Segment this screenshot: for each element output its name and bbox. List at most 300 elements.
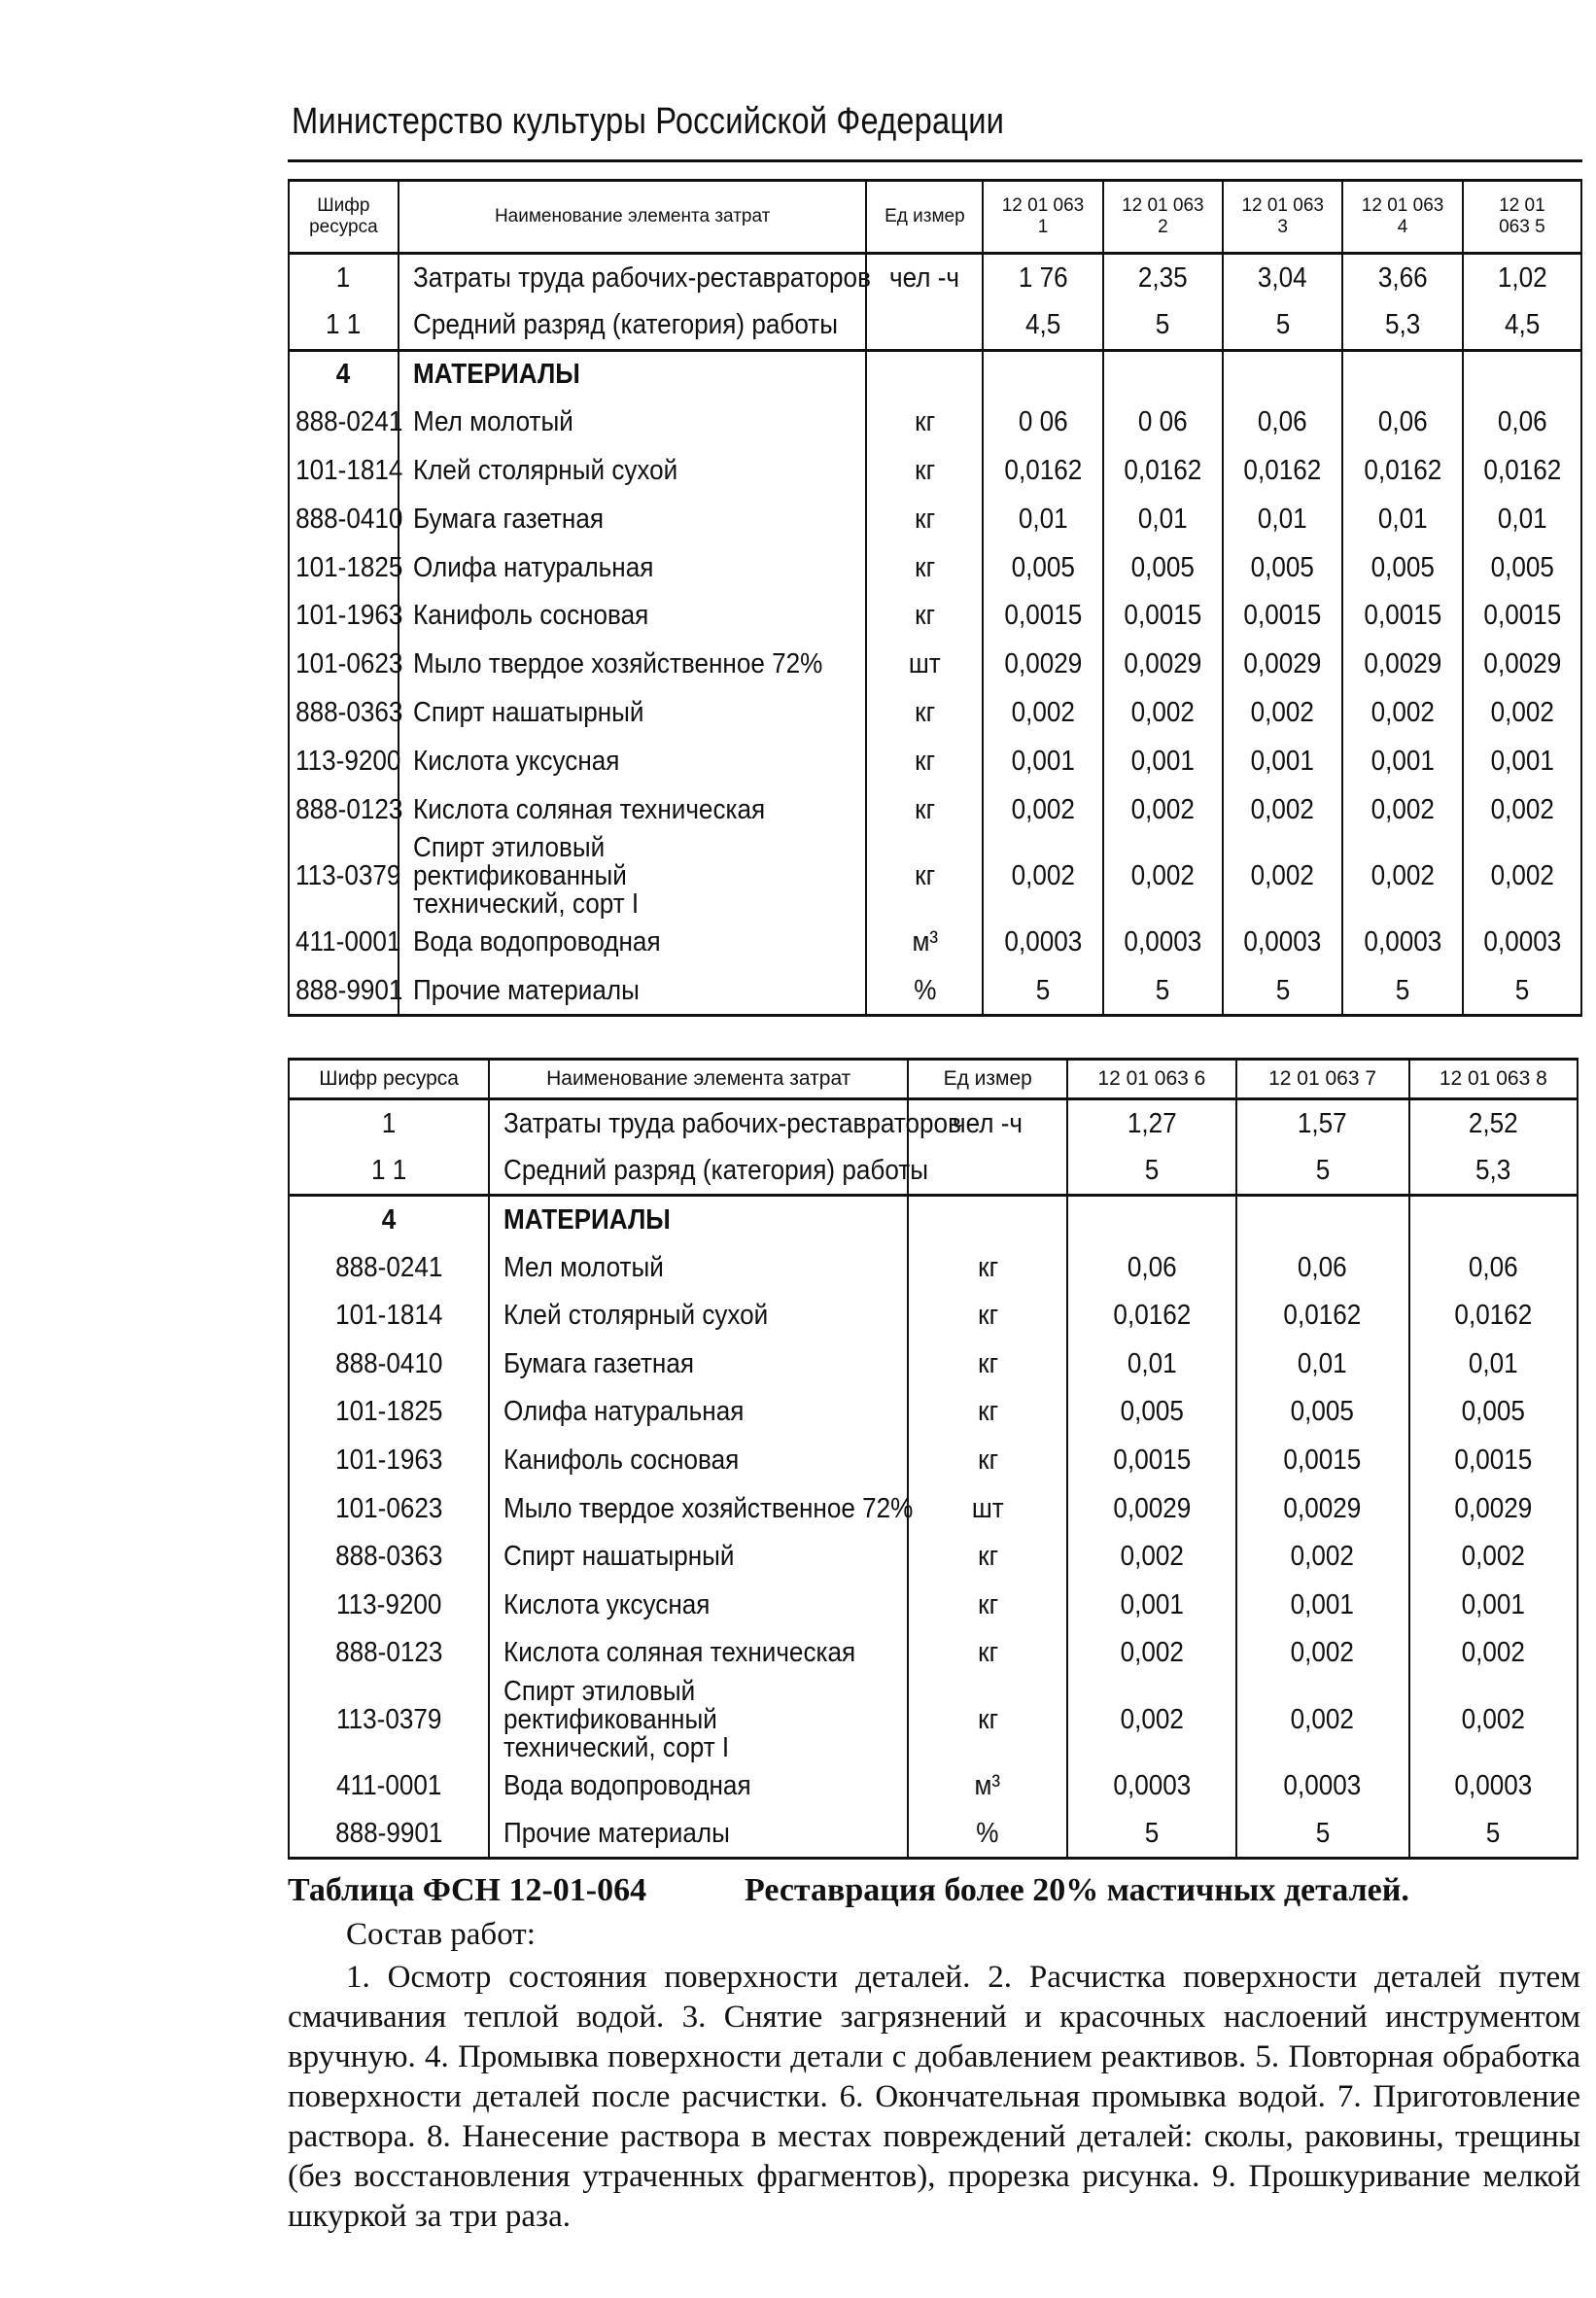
cell-text: Вода водопроводная [503,1769,751,1801]
cell-value [983,785,1102,834]
cell-unit [866,495,983,543]
cell-value [983,737,1102,785]
cell-text: 0,0003 [1124,926,1202,958]
table-row [289,1388,1578,1437]
table-body [289,254,1581,1016]
table-row [289,301,1581,350]
cell-value [1236,1243,1409,1292]
cell-value [1342,254,1462,302]
cell-text: кг [977,1541,998,1573]
cell-text: Бумага газетная [503,1347,695,1379]
table-row [289,495,1581,543]
cell-value [1067,1810,1235,1859]
cell-value [1463,447,1581,496]
cell-value [1103,543,1223,592]
cell-text: кг [914,600,935,632]
cell-value [1223,350,1342,399]
cell-text: 0,005 [1290,1396,1355,1428]
cell-text: 0,005 [1130,551,1196,583]
cell-text: 0,001 [1130,745,1196,777]
table-row [289,1196,1578,1244]
table-row [289,1810,1578,1859]
cell-text: Канифоль сосновая [412,600,649,632]
cell-text: 5 [1315,1154,1330,1186]
column-header-norm: 12 01 063 3 [1223,181,1342,254]
cell-text: 888-0363 [295,697,403,729]
table-row [289,399,1581,447]
cell-text: 0,0003 [1112,1769,1191,1801]
cell-text: 0,002 [1490,697,1554,729]
cell-value [1223,447,1342,496]
cell-text: 0,002 [1461,1637,1525,1669]
cell-value [1103,399,1223,447]
cell-value [1236,1196,1409,1244]
cell-value [1103,689,1223,738]
cell-text: 0,005 [1120,1396,1184,1428]
cell-text: кг [977,1300,998,1332]
cell-text: Вода водопроводная [412,926,661,958]
cell-value [1409,1147,1578,1196]
cell-value [1223,592,1342,641]
cell-name [399,785,867,834]
cell-text: 0,06 [1258,406,1308,438]
cell-text: кг [977,1444,998,1476]
cell-text: 4,5 [1504,308,1541,340]
cell-text: 5 [1035,974,1051,1006]
cell-text: 0,0015 [1124,600,1202,632]
cell-name [399,350,867,399]
cell-text: 5 [1144,1154,1160,1186]
cell-text: 0,0015 [1243,600,1322,632]
cell-unit [866,301,983,350]
cell-value [1103,254,1223,302]
cell-text: 0,002 [1120,1637,1184,1669]
cell-value [1342,785,1462,834]
cell-text: 0,002 [1130,860,1196,892]
cell-text: Прочие материалы [412,974,640,1006]
cell-value [1067,1629,1235,1678]
cell-text: 0,06 [1127,1251,1177,1283]
section-title: Реставрация более 20% мастичных деталей. [745,1872,1409,1908]
cell-value [983,641,1102,689]
cell-value [1409,1243,1578,1292]
cell-unit [908,1196,1067,1244]
cell-value [1342,495,1462,543]
cell-text: Мыло твердое хозяйственное 72% [503,1492,914,1524]
cell-text: кг [977,1251,998,1283]
cell-text: 0,0003 [1364,926,1441,958]
cell-code [289,1678,489,1762]
cell-value [1236,1762,1409,1811]
cell-text: 0,002 [1251,793,1315,825]
cell-text: 5,3 [1384,308,1421,340]
cell-value [1342,689,1462,738]
cell-text: 888-0410 [295,503,403,535]
cell-text: 5 [1514,974,1530,1006]
cell-text: 5 [1144,1817,1160,1849]
cell-code [289,641,403,689]
cell-name [489,1675,908,1763]
resource-table-1 [288,179,1582,1017]
cell-value [1236,1340,1409,1388]
cell-text: 0,002 [1130,793,1196,825]
cell-text: Кислота соляная техническая [503,1637,856,1669]
cell-name [489,1388,908,1437]
cell-text: 0,0003 [1454,1769,1533,1801]
cell-text: Кислота уксусная [503,1588,711,1620]
table-row [289,1437,1578,1485]
column-header-norm: 12 01 063 4 [1342,181,1462,254]
cell-text: м³ [974,1769,1001,1801]
cell-text: 0,005 [1490,551,1554,583]
cell-text: 113-0379 [295,860,401,892]
cell-unit [908,1340,1067,1388]
cell-code [289,301,399,350]
cell-value [1236,1099,1409,1148]
cell-text: 101-0623 [334,1492,443,1524]
cell-text: кг [914,406,935,438]
section-heading [288,1872,1582,1909]
cell-name [489,1629,908,1678]
cell-code [289,689,403,738]
cell-name [399,967,867,1016]
cell-value [983,447,1102,496]
cell-text: Канифоль сосновая [503,1444,740,1476]
cell-unit [866,350,983,399]
table-row [289,1762,1578,1811]
cell-text: 0,01 [1127,1347,1177,1379]
cell-text: 0,002 [1011,697,1075,729]
cell-text: 0,002 [1251,697,1315,729]
cell-code [289,1629,489,1678]
cell-text: 0,0162 [1243,455,1322,487]
cell-text: 0,005 [1011,551,1075,583]
cell-value [1409,1292,1578,1340]
cell-text: 113-0379 [335,1703,442,1735]
cell-value [1463,919,1581,967]
cell-text: Мел молотый [503,1251,664,1283]
column-header-name: Наименование элемента затрат [399,181,867,254]
cell-value [1342,834,1462,919]
cell-text: 888-0241 [334,1251,443,1283]
cell-code [289,919,399,967]
cell-text: Бумага газетная [412,503,604,535]
table-row [289,737,1581,785]
cell-code [289,495,403,543]
cell-text: 1 76 [1018,261,1068,294]
table-row [289,1340,1578,1388]
cell-text: Спирт нашатырный [412,697,644,729]
cell-text: кг [914,793,935,825]
cell-text: 0,002 [1011,860,1075,892]
cell-value [1236,1437,1409,1485]
cell-value [1067,1147,1235,1196]
cell-code [289,447,403,496]
cell-unit [866,543,983,592]
cell-text: 0,06 [1377,406,1428,438]
cell-text: 888-0123 [334,1637,443,1669]
column-header-norm: 12 01 063 1 [983,181,1102,254]
work-composition-text: 1. Осмотр состояния поверхности деталей. 2. Расчистка поверхности деталей путем смачивания теплой водой. 3. Снятие загрязнений и красочных наслоений инструментом вручную. 4. Промывка поверхности детали с добавлением реактивов. 5. Повторная обработка поверхности деталей после расчистки. 6. Окончательная промывка водой. 7. Приготовление раствора. 8. Нанесение раствора в местах повреждений деталей: сколы, раковины, трещины (без восстановления утраченных фрагментов), прорезка рисунка. 9. Прошкуривание мелкой шкуркой за три раза. [288,1960,1580,2234]
cell-text: 0,0162 [1454,1300,1533,1332]
cell-value [1223,301,1342,350]
cell-value [1236,1533,1409,1582]
column-header-name: Наименование элемента затрат [489,1060,908,1099]
column-header-code: Шифр ресурса [289,181,399,254]
cell-text: 1,27 [1127,1107,1177,1139]
cell-text: 0,002 [1290,1637,1355,1669]
cell-text: 1 [381,1107,397,1139]
cell-text: 0,0003 [1004,926,1082,958]
cell-text: 0,01 [1298,1347,1347,1379]
cell-value [1223,641,1342,689]
cell-value [1067,1388,1235,1437]
cell-text: Олифа натуральная [503,1396,745,1428]
cell-value [1463,737,1581,785]
table-row [289,1678,1578,1762]
cell-value [1067,1533,1235,1582]
cell-name [399,641,867,689]
table-row [289,1484,1578,1533]
cell-value [1223,399,1342,447]
cell-value [983,399,1102,447]
cell-unit [866,689,983,738]
cell-value [1236,1388,1409,1437]
cell-text: 0,001 [1490,745,1554,777]
cell-value [1342,447,1462,496]
cell-code [289,1292,489,1340]
cell-text: 0,01 [1137,503,1188,535]
cell-value [1463,254,1581,302]
cell-value [983,689,1102,738]
cell-text: 5 [1486,1817,1501,1849]
cell-value [1236,1147,1409,1196]
cell-text: 0,0029 [1243,648,1322,680]
table-row [289,447,1581,496]
cell-code [289,1196,489,1244]
cell-value [1463,967,1581,1016]
cell-text: 0,06 [1497,406,1547,438]
table-row [289,1099,1578,1148]
cell-text: 0,001 [1011,745,1075,777]
table-row [289,1533,1578,1582]
cell-name [489,1533,908,1582]
cell-name [489,1437,908,1485]
cell-value [1409,1099,1578,1148]
cell-text: 888-0410 [334,1347,443,1379]
cell-text: 0,002 [1130,697,1196,729]
cell-unit [866,447,983,496]
cell-text: шт [971,1492,1004,1524]
cell-text: 0,002 [1011,793,1075,825]
cell-text: 0,002 [1290,1703,1355,1735]
cell-text: Мыло твердое хозяйственное 72% [412,648,823,680]
cell-value [1342,592,1462,641]
cell-value [1409,1533,1578,1582]
cell-value [1223,967,1342,1016]
cell-name [489,1810,908,1859]
cell-text: 0,001 [1251,745,1315,777]
cell-value [1342,737,1462,785]
cell-code [289,254,399,302]
cell-name [489,1581,908,1629]
cell-text: Спирт этиловый ректификованный технический, сорт I [503,1675,730,1763]
cell-value [1103,834,1223,919]
cell-text: 101-1814 [334,1300,443,1332]
cell-text: 0,002 [1290,1541,1355,1573]
resource-table-2 [288,1058,1579,1860]
cell-unit [908,1484,1067,1533]
cell-text: 0,002 [1490,860,1554,892]
cell-value [1103,495,1223,543]
column-header-norm: 12 01 063 8 [1409,1060,1578,1099]
cell-code [289,1484,489,1533]
cell-code [289,1147,489,1196]
cell-value [1409,1388,1578,1437]
table-row [289,1147,1578,1196]
table-row [289,919,1581,967]
cell-value [1223,543,1342,592]
cell-text: 0,0003 [1482,926,1561,958]
cell-text: 1 1 [370,1154,407,1186]
cell-code [289,967,403,1016]
cell-name [399,495,867,543]
cell-value [1223,495,1342,543]
cell-text: % [976,1817,999,1849]
cell-code [289,1388,489,1437]
cell-value [1067,1099,1235,1148]
cell-text: 0,002 [1461,1541,1525,1573]
cell-value [1103,785,1223,834]
cell-value [1067,1484,1235,1533]
cell-text: 0,01 [1497,503,1547,535]
cell-text: 0,0029 [1004,648,1082,680]
cell-text: 0,01 [1018,503,1068,535]
table-row [289,689,1581,738]
table-row [289,1243,1578,1292]
cell-text: 0,001 [1370,745,1435,777]
cell-code [289,1533,489,1582]
cell-text: 0,0029 [1364,648,1441,680]
cell-name [489,1340,908,1388]
cell-text: 0,0029 [1124,648,1202,680]
cell-text: 5 [1275,308,1290,340]
cell-unit [908,1388,1067,1437]
cell-text: 0,0162 [1124,455,1202,487]
cell-text: кг [977,1588,998,1620]
column-header-norm: 12 01 063 2 [1103,181,1223,254]
table-header-row [289,181,1581,254]
cell-text: 0,002 [1461,1703,1525,1735]
column-header-unit: Ед измер [908,1060,1067,1099]
cell-value [983,543,1102,592]
cell-text: 0,002 [1370,860,1435,892]
cell-text: Затраты труда рабочих-реставраторов [503,1107,962,1139]
cell-code [289,1340,489,1388]
cell-name [489,1196,908,1244]
cell-text: кг [914,503,935,535]
cell-text: МАТЕРИАЛЫ [503,1203,671,1236]
cell-unit [866,919,983,967]
cell-name [399,689,867,738]
cell-text: 0,0003 [1243,926,1322,958]
cell-text: 101-1825 [334,1396,443,1428]
cell-text: чел -ч [889,261,960,294]
cell-code [289,1810,489,1859]
cell-text: 0,0162 [1283,1300,1362,1332]
cell-name [399,399,867,447]
cell-value [1463,641,1581,689]
cell-value [1236,1629,1409,1678]
cell-value [983,834,1102,919]
cell-code [289,543,403,592]
cell-code [289,1437,489,1485]
cell-text: 3,66 [1377,261,1428,294]
cell-text: 0,002 [1120,1541,1184,1573]
cell-unit [908,1292,1067,1340]
cell-value [1409,1629,1578,1678]
cell-unit [866,592,983,641]
cell-name [399,543,867,592]
cell-value [1067,1340,1235,1388]
cell-code [289,1243,489,1292]
cell-value [1103,641,1223,689]
cell-code [289,1581,489,1629]
cell-text: 1 1 [326,308,362,340]
cell-value [1236,1292,1409,1340]
cell-text: 3,04 [1258,261,1308,294]
header-divider [288,159,1582,162]
cell-text: Мел молотый [412,406,573,438]
cell-text: 0,001 [1120,1588,1184,1620]
cell-code [289,592,403,641]
cell-value [1067,1762,1235,1811]
cell-text: 4,5 [1024,308,1061,340]
cell-text: кг [914,551,935,583]
cell-unit [866,785,983,834]
cell-unit [908,1581,1067,1629]
cell-text: Олифа натуральная [412,551,654,583]
cell-text: 0,005 [1370,551,1435,583]
cell-name [399,919,867,967]
cell-name [399,592,867,641]
cell-value [1103,592,1223,641]
cell-value [1463,592,1581,641]
column-header-unit: Ед измер [866,181,983,254]
cell-unit [908,1437,1067,1485]
cell-value [1223,254,1342,302]
cell-text: 0,0015 [1112,1444,1191,1476]
cell-value [1103,919,1223,967]
cell-text: 5 [1156,308,1170,340]
cell-text: 0,002 [1490,793,1554,825]
cell-value [1067,1292,1235,1340]
cell-text: 0,0003 [1283,1769,1362,1801]
cell-value [1067,1196,1235,1244]
cell-text: 5 [1395,974,1410,1006]
cell-text: 0,01 [1258,503,1308,535]
cell-value [1463,785,1581,834]
cell-value [1067,1243,1235,1292]
cell-name [489,1292,908,1340]
cell-unit [866,834,983,919]
cell-value [1463,495,1581,543]
cell-value [1103,447,1223,496]
cell-value [1342,919,1462,967]
cell-text: кг [914,860,935,892]
cell-text: чел -ч [953,1107,1024,1139]
table-row [289,1292,1578,1340]
